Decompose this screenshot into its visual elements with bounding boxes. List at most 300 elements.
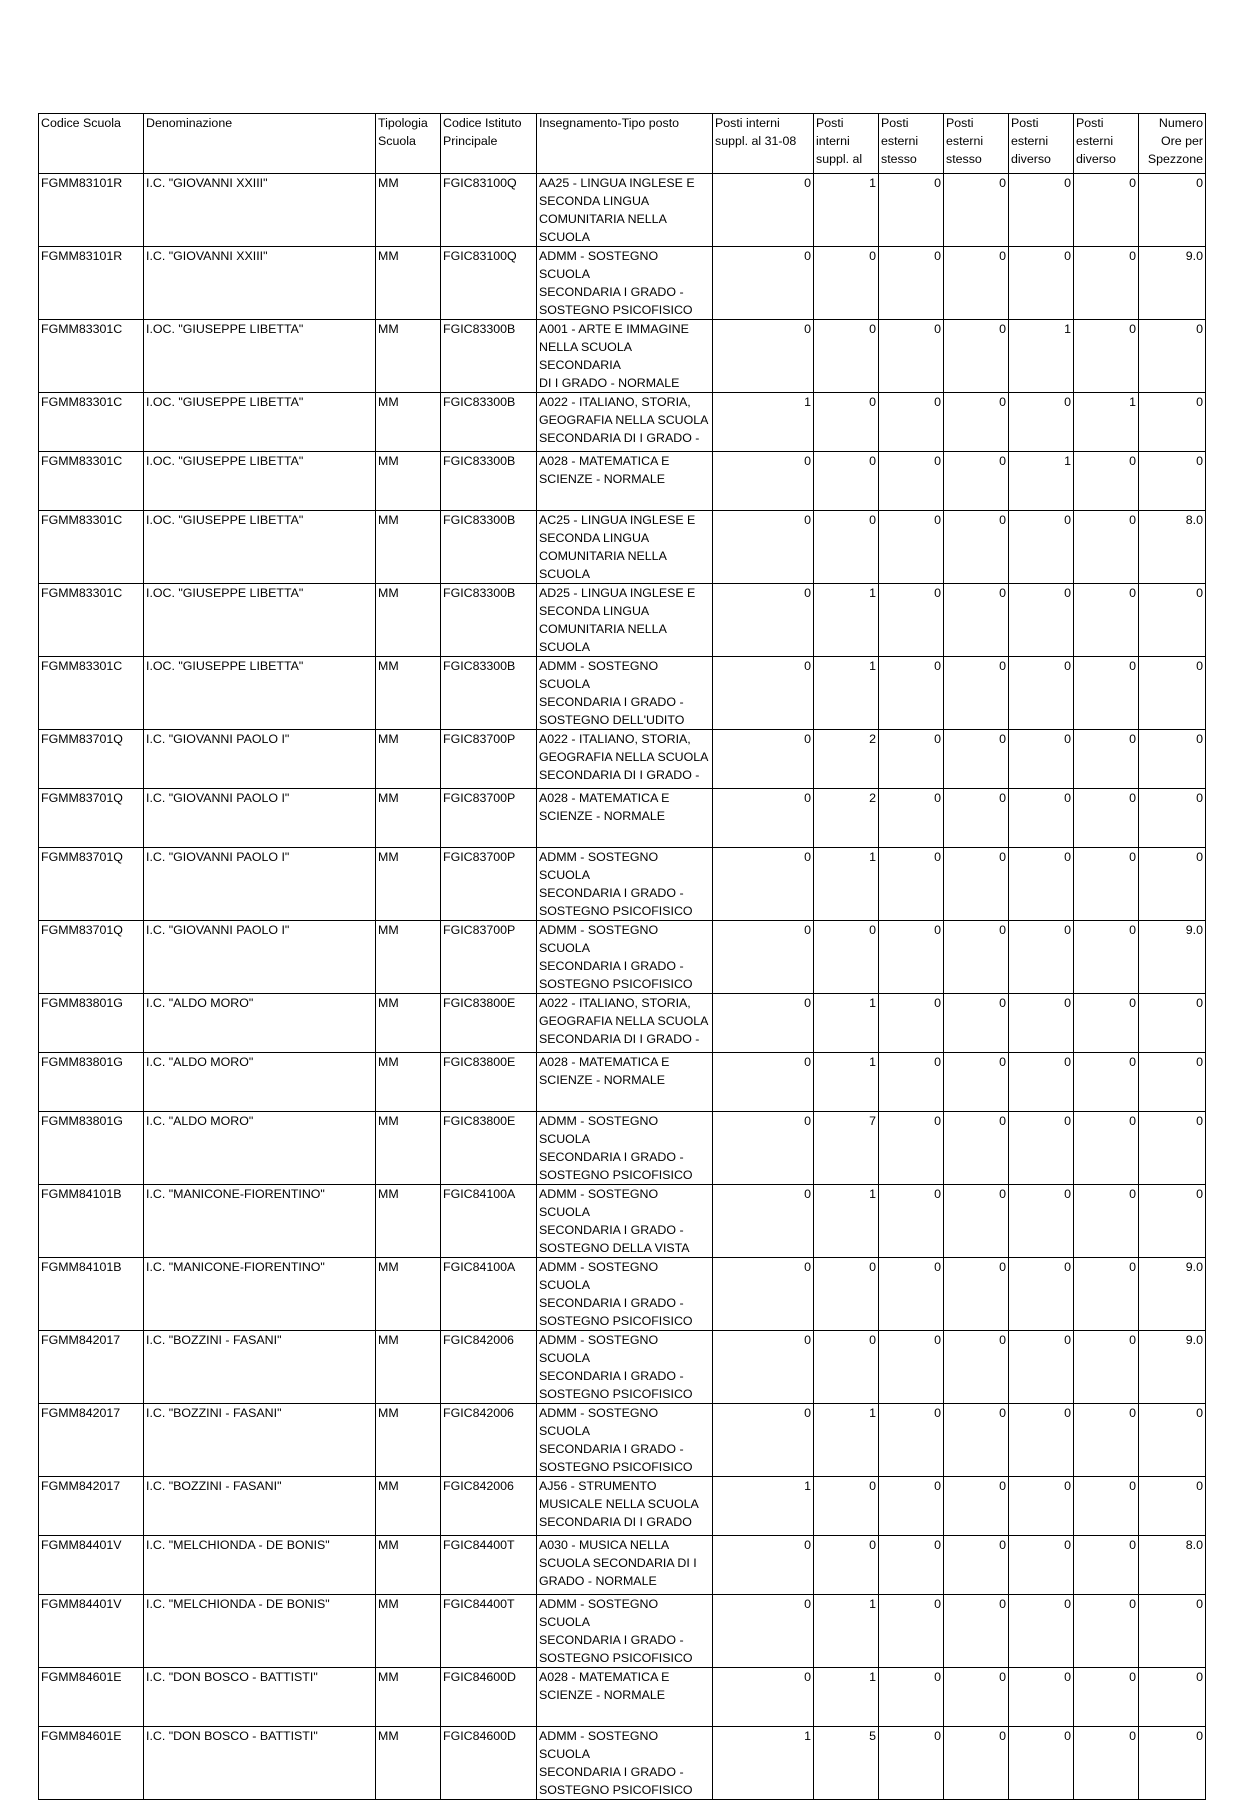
ore-spezzone-cell: 0 — [1139, 789, 1206, 848]
posti-esterni-diverso-1-cell: 0 — [1009, 730, 1074, 789]
codice-istituto-cell: FGIC84400T — [441, 1595, 537, 1668]
insegnamento-cell: A028 - MATEMATICA E SCIENZE - NORMALE — [537, 452, 713, 511]
ore-spezzone-cell: 0 — [1139, 393, 1206, 452]
posti-esterni-diverso-2-cell: 0 — [1074, 1595, 1139, 1668]
codice-scuola-cell: FGMM83701Q — [39, 789, 144, 848]
insegnamento-cell: A022 - ITALIANO, STORIA, GEOGRAFIA NELLA SCUOLA SECONDARIA DI I GRADO - — [537, 994, 713, 1053]
ore-spezzone-cell: 0 — [1139, 320, 1206, 393]
posti-interni-suppl-cell: 1 — [814, 174, 879, 247]
posti-esterni-stesso-1-cell: 0 — [879, 1112, 944, 1185]
codice-istituto-cell: FGIC83300B — [441, 320, 537, 393]
posti-esterni-stesso-2-cell: 0 — [944, 994, 1009, 1053]
tipologia-cell: MM — [376, 1536, 441, 1595]
posti-interni-suppl-cell: 0 — [814, 1331, 879, 1404]
insegnamento-cell: A030 - MUSICA NELLA SCUOLA SECONDARIA DI I GRADO - NORMALE — [537, 1536, 713, 1595]
table-row — [39, 511, 1206, 584]
tipologia-cell: MM — [376, 584, 441, 657]
posti-esterni-stesso-1-cell: 0 — [879, 1595, 944, 1668]
codice-istituto-cell: FGIC84600D — [441, 1727, 537, 1800]
posti-esterni-stesso-1-cell: 0 — [879, 584, 944, 657]
codice-scuola-cell: FGMM84401V — [39, 1536, 144, 1595]
ore-spezzone-cell: 9.0 — [1139, 247, 1206, 320]
table-row — [39, 921, 1206, 994]
col-posti-esterni-diverso-2: Posti esterni diverso — [1074, 114, 1139, 174]
ore-spezzone-cell: 0 — [1139, 1477, 1206, 1536]
denominazione-cell: I.OC. "GIUSEPPE LIBETTA" — [144, 320, 376, 393]
codice-scuola-cell: FGMM83301C — [39, 452, 144, 511]
tipologia-cell: MM — [376, 1404, 441, 1477]
codice-scuola-cell: FGMM83301C — [39, 657, 144, 730]
posti-esterni-stesso-2-cell: 0 — [944, 247, 1009, 320]
tipologia-cell: MM — [376, 174, 441, 247]
codice-scuola-cell: FGMM83301C — [39, 320, 144, 393]
posti-esterni-diverso-2-cell: 0 — [1074, 848, 1139, 921]
posti-esterni-stesso-1-cell: 0 — [879, 320, 944, 393]
posti-esterni-diverso-1-cell: 0 — [1009, 174, 1074, 247]
insegnamento-cell: ADMM - SOSTEGNO SCUOLA SECONDARIA I GRADO - SOSTEGNO PSICOFISICO — [537, 1404, 713, 1477]
col-posti-esterni-diverso-1: Posti esterni diverso — [1009, 114, 1074, 174]
table-row — [39, 848, 1206, 921]
posti-esterni-stesso-2-cell: 0 — [944, 320, 1009, 393]
codice-scuola-cell: FGMM83701Q — [39, 921, 144, 994]
codice-istituto-cell: FGIC83800E — [441, 1053, 537, 1112]
posti-interni-suppl-cell: 1 — [814, 1185, 879, 1258]
codice-scuola-cell: FGMM842017 — [39, 1477, 144, 1536]
table-row — [39, 994, 1206, 1053]
insegnamento-cell: A001 - ARTE E IMMAGINE NELLA SCUOLA SECONDARIA DI I GRADO - NORMALE — [537, 320, 713, 393]
posti-esterni-stesso-1-cell: 0 — [879, 1404, 944, 1477]
posti-interni-suppl-cell: 0 — [814, 247, 879, 320]
posti-esterni-stesso-2-cell: 0 — [944, 1595, 1009, 1668]
denominazione-cell: I.C. "GIOVANNI PAOLO I" — [144, 730, 376, 789]
denominazione-cell: I.OC. "GIUSEPPE LIBETTA" — [144, 393, 376, 452]
posti-esterni-diverso-2-cell: 0 — [1074, 1668, 1139, 1727]
ore-spezzone-cell: 0 — [1139, 730, 1206, 789]
col-posti-esterni-stesso-1: Posti esterni stesso — [879, 114, 944, 174]
posti-interni-31-08-cell: 0 — [713, 1404, 814, 1477]
posti-esterni-diverso-2-cell: 0 — [1074, 730, 1139, 789]
posti-esterni-stesso-2-cell: 0 — [944, 1258, 1009, 1331]
posti-esterni-stesso-1-cell: 0 — [879, 1536, 944, 1595]
insegnamento-cell: ADMM - SOSTEGNO SCUOLA SECONDARIA I GRADO - SOSTEGNO PSICOFISICO — [537, 1331, 713, 1404]
denominazione-cell: I.C. "BOZZINI - FASANI" — [144, 1331, 376, 1404]
ore-spezzone-cell: 0 — [1139, 174, 1206, 247]
posti-esterni-stesso-1-cell: 0 — [879, 1477, 944, 1536]
ore-spezzone-cell: 0 — [1139, 1185, 1206, 1258]
col-tipologia-scuola: Tipologia Scuola — [376, 114, 441, 174]
insegnamento-cell: ADMM - SOSTEGNO SCUOLA SECONDARIA I GRADO - SOSTEGNO PSICOFISICO — [537, 1727, 713, 1800]
posti-interni-31-08-cell: 0 — [713, 994, 814, 1053]
codice-istituto-cell: FGIC84400T — [441, 1536, 537, 1595]
denominazione-cell: I.OC. "GIUSEPPE LIBETTA" — [144, 657, 376, 730]
codice-scuola-cell: FGMM83101R — [39, 247, 144, 320]
table-row — [39, 1112, 1206, 1185]
posti-esterni-stesso-2-cell: 0 — [944, 452, 1009, 511]
insegnamento-cell: A028 - MATEMATICA E SCIENZE - NORMALE — [537, 789, 713, 848]
denominazione-cell: I.C. "MELCHIONDA - DE BONIS" — [144, 1595, 376, 1668]
insegnamento-cell: ADMM - SOSTEGNO SCUOLA SECONDARIA I GRADO - SOSTEGNO PSICOFISICO — [537, 1258, 713, 1331]
posti-esterni-stesso-2-cell: 0 — [944, 1185, 1009, 1258]
insegnamento-cell: A028 - MATEMATICA E SCIENZE - NORMALE — [537, 1053, 713, 1112]
posti-interni-31-08-cell: 0 — [713, 921, 814, 994]
posti-esterni-diverso-1-cell: 0 — [1009, 1595, 1074, 1668]
table-row — [39, 1053, 1206, 1112]
denominazione-cell: I.C. "GIOVANNI PAOLO I" — [144, 848, 376, 921]
ore-spezzone-cell: 8.0 — [1139, 1536, 1206, 1595]
tipologia-cell: MM — [376, 1668, 441, 1727]
posti-interni-31-08-cell: 0 — [713, 1185, 814, 1258]
table-row — [39, 730, 1206, 789]
table-row — [39, 657, 1206, 730]
posti-esterni-diverso-1-cell: 0 — [1009, 1112, 1074, 1185]
posti-esterni-diverso-2-cell: 0 — [1074, 1258, 1139, 1331]
table-row — [39, 393, 1206, 452]
posti-esterni-diverso-1-cell: 0 — [1009, 657, 1074, 730]
posti-esterni-stesso-2-cell: 0 — [944, 174, 1009, 247]
posti-esterni-diverso-1-cell: 0 — [1009, 393, 1074, 452]
codice-scuola-cell: FGMM842017 — [39, 1404, 144, 1477]
posti-esterni-diverso-2-cell: 0 — [1074, 1331, 1139, 1404]
posti-esterni-stesso-1-cell: 0 — [879, 730, 944, 789]
denominazione-cell: I.C. "GIOVANNI PAOLO I" — [144, 921, 376, 994]
insegnamento-cell: ADMM - SOSTEGNO SCUOLA SECONDARIA I GRADO - SOSTEGNO PSICOFISICO — [537, 921, 713, 994]
posti-esterni-diverso-2-cell: 0 — [1074, 511, 1139, 584]
codice-scuola-cell: FGMM84601E — [39, 1727, 144, 1800]
table-row — [39, 1331, 1206, 1404]
posti-esterni-diverso-2-cell: 0 — [1074, 1053, 1139, 1112]
codice-istituto-cell: FGIC84600D — [441, 1668, 537, 1727]
posti-interni-suppl-cell: 0 — [814, 511, 879, 584]
table-row — [39, 1258, 1206, 1331]
insegnamento-cell: AC25 - LINGUA INGLESE E SECONDA LINGUA COMUNITARIA NELLA SCUOLA — [537, 511, 713, 584]
posti-esterni-stesso-1-cell: 0 — [879, 657, 944, 730]
codice-scuola-cell: FGMM83701Q — [39, 848, 144, 921]
posti-esterni-stesso-2-cell: 0 — [944, 1477, 1009, 1536]
codice-istituto-cell: FGIC83100Q — [441, 247, 537, 320]
insegnamento-cell: ADMM - SOSTEGNO SCUOLA SECONDARIA I GRADO - SOSTEGNO PSICOFISICO — [537, 1595, 713, 1668]
denominazione-cell: I.C. "MANICONE-FIORENTINO" — [144, 1258, 376, 1331]
denominazione-cell: I.OC. "GIUSEPPE LIBETTA" — [144, 452, 376, 511]
posti-esterni-stesso-2-cell: 0 — [944, 848, 1009, 921]
codice-istituto-cell: FGIC83300B — [441, 511, 537, 584]
header-row — [39, 114, 1206, 174]
posti-esterni-diverso-1-cell: 0 — [1009, 1404, 1074, 1477]
posti-interni-suppl-cell: 0 — [814, 1536, 879, 1595]
codice-istituto-cell: FGIC83800E — [441, 994, 537, 1053]
codice-istituto-cell: FGIC83800E — [441, 1112, 537, 1185]
codice-istituto-cell: FGIC83700P — [441, 848, 537, 921]
ore-spezzone-cell: 0 — [1139, 1595, 1206, 1668]
tipologia-cell: MM — [376, 1331, 441, 1404]
codice-scuola-cell: FGMM83801G — [39, 1112, 144, 1185]
insegnamento-cell: AA25 - LINGUA INGLESE E SECONDA LINGUA COMUNITARIA NELLA SCUOLA — [537, 174, 713, 247]
posti-interni-suppl-cell: 0 — [814, 320, 879, 393]
codice-scuola-cell: FGMM83701Q — [39, 730, 144, 789]
posti-esterni-diverso-2-cell: 0 — [1074, 1727, 1139, 1800]
posti-esterni-stesso-2-cell: 0 — [944, 1053, 1009, 1112]
posti-interni-suppl-cell: 1 — [814, 1668, 879, 1727]
codice-scuola-cell: FGMM84101B — [39, 1258, 144, 1331]
posti-interni-31-08-cell: 0 — [713, 1668, 814, 1727]
codice-istituto-cell: FGIC83700P — [441, 789, 537, 848]
denominazione-cell: I.C. "DON BOSCO - BATTISTI" — [144, 1727, 376, 1800]
posti-esterni-stesso-1-cell: 0 — [879, 247, 944, 320]
posti-esterni-stesso-1-cell: 0 — [879, 1053, 944, 1112]
posti-esterni-diverso-2-cell: 0 — [1074, 1185, 1139, 1258]
insegnamento-cell: ADMM - SOSTEGNO SCUOLA SECONDARIA I GRADO - SOSTEGNO DELLA VISTA — [537, 1185, 713, 1258]
posti-esterni-diverso-1-cell: 0 — [1009, 1053, 1074, 1112]
table-row — [39, 1477, 1206, 1536]
posti-interni-suppl-cell: 0 — [814, 452, 879, 511]
posti-interni-suppl-cell: 1 — [814, 848, 879, 921]
tipologia-cell: MM — [376, 1258, 441, 1331]
table-row — [39, 452, 1206, 511]
table-row — [39, 1404, 1206, 1477]
tipologia-cell: MM — [376, 1727, 441, 1800]
tipologia-cell: MM — [376, 393, 441, 452]
codice-istituto-cell: FGIC83300B — [441, 393, 537, 452]
ore-spezzone-cell: 9.0 — [1139, 1331, 1206, 1404]
denominazione-cell: I.C. "MELCHIONDA - DE BONIS" — [144, 1536, 376, 1595]
insegnamento-cell: A022 - ITALIANO, STORIA, GEOGRAFIA NELLA SCUOLA SECONDARIA DI I GRADO - — [537, 730, 713, 789]
posti-esterni-stesso-2-cell: 0 — [944, 1668, 1009, 1727]
posti-esterni-stesso-1-cell: 0 — [879, 994, 944, 1053]
posti-interni-31-08-cell: 1 — [713, 1727, 814, 1800]
col-insegnamento-tipo-posto: Insegnamento-Tipo posto — [537, 114, 713, 174]
posti-esterni-diverso-1-cell: 0 — [1009, 1331, 1074, 1404]
posti-interni-31-08-cell: 0 — [713, 1258, 814, 1331]
col-posti-interni-suppl-31-08: Posti interni suppl. al 31-08 — [713, 114, 814, 174]
posti-interni-31-08-cell: 0 — [713, 789, 814, 848]
posti-interni-suppl-cell: 1 — [814, 657, 879, 730]
posti-esterni-stesso-2-cell: 0 — [944, 1404, 1009, 1477]
posti-esterni-stesso-2-cell: 0 — [944, 511, 1009, 584]
posti-esterni-diverso-2-cell: 0 — [1074, 921, 1139, 994]
tipologia-cell: MM — [376, 1595, 441, 1668]
ore-spezzone-cell: 0 — [1139, 1404, 1206, 1477]
posti-esterni-diverso-1-cell: 0 — [1009, 921, 1074, 994]
assignments-table — [38, 113, 1206, 1800]
denominazione-cell: I.C. "GIOVANNI XXIII" — [144, 174, 376, 247]
codice-istituto-cell: FGIC842006 — [441, 1404, 537, 1477]
posti-esterni-diverso-1-cell: 0 — [1009, 1536, 1074, 1595]
posti-esterni-stesso-1-cell: 0 — [879, 921, 944, 994]
codice-scuola-cell: FGMM84601E — [39, 1668, 144, 1727]
posti-esterni-diverso-2-cell: 0 — [1074, 1404, 1139, 1477]
tipologia-cell: MM — [376, 320, 441, 393]
posti-esterni-stesso-1-cell: 0 — [879, 789, 944, 848]
posti-esterni-diverso-1-cell: 0 — [1009, 848, 1074, 921]
table-row — [39, 320, 1206, 393]
codice-istituto-cell: FGIC84100A — [441, 1258, 537, 1331]
tipologia-cell: MM — [376, 452, 441, 511]
posti-esterni-stesso-2-cell: 0 — [944, 1536, 1009, 1595]
posti-esterni-diverso-1-cell: 0 — [1009, 1727, 1074, 1800]
tipologia-cell: MM — [376, 1185, 441, 1258]
codice-istituto-cell: FGIC83300B — [441, 584, 537, 657]
posti-interni-suppl-cell: 0 — [814, 393, 879, 452]
posti-esterni-stesso-1-cell: 0 — [879, 1727, 944, 1800]
posti-esterni-diverso-2-cell: 0 — [1074, 174, 1139, 247]
denominazione-cell: I.C. "GIOVANNI PAOLO I" — [144, 789, 376, 848]
col-denominazione: Denominazione — [144, 114, 376, 174]
posti-esterni-diverso-1-cell: 0 — [1009, 1477, 1074, 1536]
posti-interni-suppl-cell: 0 — [814, 1258, 879, 1331]
codice-istituto-cell: FGIC83300B — [441, 452, 537, 511]
codice-istituto-cell: FGIC83700P — [441, 730, 537, 789]
codice-scuola-cell: FGMM83801G — [39, 1053, 144, 1112]
ore-spezzone-cell: 9.0 — [1139, 921, 1206, 994]
tipologia-cell: MM — [376, 657, 441, 730]
table-row — [39, 247, 1206, 320]
posti-esterni-stesso-1-cell: 0 — [879, 393, 944, 452]
posti-esterni-diverso-1-cell: 0 — [1009, 994, 1074, 1053]
posti-esterni-diverso-1-cell: 1 — [1009, 320, 1074, 393]
codice-istituto-cell: FGIC83700P — [441, 921, 537, 994]
posti-esterni-stesso-1-cell: 0 — [879, 848, 944, 921]
posti-esterni-diverso-2-cell: 0 — [1074, 1112, 1139, 1185]
tipologia-cell: MM — [376, 247, 441, 320]
posti-interni-31-08-cell: 0 — [713, 1536, 814, 1595]
posti-esterni-diverso-1-cell: 0 — [1009, 511, 1074, 584]
col-codice-scuola: Codice Scuola — [39, 114, 144, 174]
posti-interni-suppl-cell: 2 — [814, 730, 879, 789]
posti-esterni-diverso-1-cell: 0 — [1009, 1185, 1074, 1258]
posti-interni-31-08-cell: 0 — [713, 174, 814, 247]
posti-esterni-diverso-1-cell: 0 — [1009, 247, 1074, 320]
posti-interni-suppl-cell: 2 — [814, 789, 879, 848]
posti-esterni-stesso-2-cell: 0 — [944, 584, 1009, 657]
table-row — [39, 1727, 1206, 1800]
ore-spezzone-cell: 8.0 — [1139, 511, 1206, 584]
insegnamento-cell: ADMM - SOSTEGNO SCUOLA SECONDARIA I GRADO - SOSTEGNO PSICOFISICO — [537, 1112, 713, 1185]
posti-esterni-diverso-2-cell: 0 — [1074, 994, 1139, 1053]
codice-scuola-cell: FGMM842017 — [39, 1331, 144, 1404]
col-posti-interni-suppl-al: Posti interni suppl. al — [814, 114, 879, 174]
table-row — [39, 1536, 1206, 1595]
posti-esterni-stesso-1-cell: 0 — [879, 1185, 944, 1258]
posti-esterni-stesso-1-cell: 0 — [879, 1668, 944, 1727]
ore-spezzone-cell: 0 — [1139, 657, 1206, 730]
tipologia-cell: MM — [376, 789, 441, 848]
codice-scuola-cell: FGMM83801G — [39, 994, 144, 1053]
table-row — [39, 1595, 1206, 1668]
posti-esterni-diverso-1-cell: 0 — [1009, 1668, 1074, 1727]
posti-interni-31-08-cell: 0 — [713, 1053, 814, 1112]
posti-interni-suppl-cell: 1 — [814, 584, 879, 657]
ore-spezzone-cell: 0 — [1139, 1668, 1206, 1727]
posti-esterni-stesso-1-cell: 0 — [879, 452, 944, 511]
posti-esterni-diverso-1-cell: 0 — [1009, 789, 1074, 848]
codice-scuola-cell: FGMM83101R — [39, 174, 144, 247]
posti-esterni-diverso-2-cell: 0 — [1074, 247, 1139, 320]
tipologia-cell: MM — [376, 730, 441, 789]
ore-spezzone-cell: 0 — [1139, 994, 1206, 1053]
posti-esterni-stesso-2-cell: 0 — [944, 789, 1009, 848]
posti-esterni-stesso-2-cell: 0 — [944, 1727, 1009, 1800]
insegnamento-cell: A028 - MATEMATICA E SCIENZE - NORMALE — [537, 1668, 713, 1727]
posti-esterni-stesso-1-cell: 0 — [879, 511, 944, 584]
posti-esterni-stesso-1-cell: 0 — [879, 1331, 944, 1404]
posti-esterni-diverso-1-cell: 0 — [1009, 584, 1074, 657]
tipologia-cell: MM — [376, 994, 441, 1053]
table-row — [39, 789, 1206, 848]
insegnamento-cell: AD25 - LINGUA INGLESE E SECONDA LINGUA COMUNITARIA NELLA SCUOLA — [537, 584, 713, 657]
table-row — [39, 1185, 1206, 1258]
posti-esterni-diverso-2-cell: 0 — [1074, 657, 1139, 730]
posti-interni-suppl-cell: 1 — [814, 1595, 879, 1668]
col-posti-esterni-stesso-2: Posti esterni stesso — [944, 114, 1009, 174]
posti-interni-31-08-cell: 0 — [713, 848, 814, 921]
posti-esterni-stesso-2-cell: 0 — [944, 1112, 1009, 1185]
codice-istituto-cell: FGIC83300B — [441, 657, 537, 730]
denominazione-cell: I.C. "BOZZINI - FASANI" — [144, 1404, 376, 1477]
posti-interni-suppl-cell: 5 — [814, 1727, 879, 1800]
table-row — [39, 584, 1206, 657]
insegnamento-cell: A022 - ITALIANO, STORIA, GEOGRAFIA NELLA SCUOLA SECONDARIA DI I GRADO - — [537, 393, 713, 452]
posti-esterni-diverso-2-cell: 0 — [1074, 789, 1139, 848]
posti-interni-31-08-cell: 0 — [713, 584, 814, 657]
insegnamento-cell: ADMM - SOSTEGNO SCUOLA SECONDARIA I GRADO - SOSTEGNO DELL'UDITO — [537, 657, 713, 730]
posti-esterni-stesso-1-cell: 0 — [879, 174, 944, 247]
codice-istituto-cell: FGIC83100Q — [441, 174, 537, 247]
posti-esterni-diverso-1-cell: 1 — [1009, 452, 1074, 511]
denominazione-cell: I.OC. "GIUSEPPE LIBETTA" — [144, 511, 376, 584]
posti-interni-suppl-cell: 7 — [814, 1112, 879, 1185]
posti-esterni-diverso-2-cell: 0 — [1074, 584, 1139, 657]
posti-esterni-stesso-2-cell: 0 — [944, 730, 1009, 789]
codice-scuola-cell: FGMM83301C — [39, 511, 144, 584]
posti-interni-31-08-cell: 0 — [713, 320, 814, 393]
posti-esterni-diverso-2-cell: 0 — [1074, 1477, 1139, 1536]
codice-istituto-cell: FGIC842006 — [441, 1331, 537, 1404]
codice-scuola-cell: FGMM83301C — [39, 584, 144, 657]
denominazione-cell: I.OC. "GIUSEPPE LIBETTA" — [144, 584, 376, 657]
tipologia-cell: MM — [376, 1477, 441, 1536]
posti-esterni-stesso-2-cell: 0 — [944, 921, 1009, 994]
insegnamento-cell: AJ56 - STRUMENTO MUSICALE NELLA SCUOLA SECONDARIA DI I GRADO — [537, 1477, 713, 1536]
posti-interni-31-08-cell: 0 — [713, 511, 814, 584]
posti-interni-31-08-cell: 0 — [713, 452, 814, 511]
tipologia-cell: MM — [376, 511, 441, 584]
ore-spezzone-cell: 0 — [1139, 584, 1206, 657]
table-row — [39, 174, 1206, 247]
posti-interni-suppl-cell: 0 — [814, 921, 879, 994]
ore-spezzone-cell: 0 — [1139, 1053, 1206, 1112]
posti-interni-31-08-cell: 0 — [713, 730, 814, 789]
col-codice-istituto-principale: Codice Istituto Principale — [441, 114, 537, 174]
codice-scuola-cell: FGMM83301C — [39, 393, 144, 452]
posti-interni-31-08-cell: 0 — [713, 1331, 814, 1404]
ore-spezzone-cell: 0 — [1139, 1112, 1206, 1185]
posti-interni-suppl-cell: 0 — [814, 1477, 879, 1536]
posti-esterni-diverso-2-cell: 0 — [1074, 452, 1139, 511]
tipologia-cell: MM — [376, 1112, 441, 1185]
posti-interni-suppl-cell: 1 — [814, 1053, 879, 1112]
insegnamento-cell: ADMM - SOSTEGNO SCUOLA SECONDARIA I GRADO - SOSTEGNO PSICOFISICO — [537, 848, 713, 921]
denominazione-cell: I.C. "ALDO MORO" — [144, 1053, 376, 1112]
posti-interni-31-08-cell: 0 — [713, 247, 814, 320]
codice-istituto-cell: FGIC842006 — [441, 1477, 537, 1536]
posti-esterni-diverso-2-cell: 1 — [1074, 393, 1139, 452]
codice-scuola-cell: FGMM84101B — [39, 1185, 144, 1258]
ore-spezzone-cell: 9.0 — [1139, 1258, 1206, 1331]
posti-interni-31-08-cell: 1 — [713, 1477, 814, 1536]
ore-spezzone-cell: 0 — [1139, 452, 1206, 511]
posti-interni-31-08-cell: 0 — [713, 657, 814, 730]
denominazione-cell: I.C. "ALDO MORO" — [144, 994, 376, 1053]
denominazione-cell: I.C. "ALDO MORO" — [144, 1112, 376, 1185]
